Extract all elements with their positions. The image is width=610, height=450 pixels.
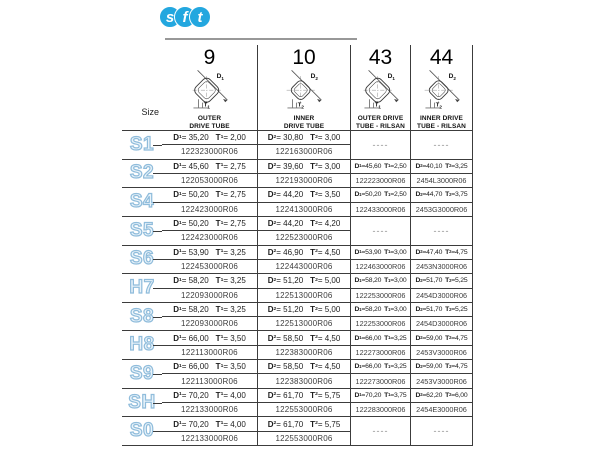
tube-dimensions: D 2 = 44,20 T 2 = 3,50	[258, 188, 350, 202]
spec-cell	[351, 360, 411, 388]
part-number: 2453V3000R06	[416, 376, 467, 386]
spec-cell	[258, 217, 351, 245]
spec-cell	[258, 246, 351, 274]
size-cell	[122, 188, 162, 216]
thickness-dim-label: $T_2$	[435, 102, 442, 110]
spec-cell	[351, 160, 411, 188]
part-number: 2453N3000R06	[415, 262, 468, 272]
tube-dimensions: D 2 =59,00 T 2 =4,75	[411, 331, 472, 345]
no-value-dashes: ----	[372, 225, 389, 236]
part-number: 2453V3000R06	[416, 347, 467, 357]
column-caption: INNER DRIVE TUBE	[283, 115, 325, 130]
diameter-dim-label: $D_1$	[216, 72, 224, 81]
size-label: S5	[129, 219, 155, 241]
size-cell	[122, 131, 162, 159]
column-number: 43	[368, 46, 393, 69]
spec-cell	[411, 131, 473, 159]
part-number: 122453000R06	[180, 262, 239, 272]
size-cell	[122, 217, 162, 245]
column-header-outer-drive-tube-rilsan	[351, 45, 411, 133]
size-cell	[122, 274, 162, 302]
table-row	[122, 246, 473, 275]
spec-cell	[411, 303, 473, 331]
part-number: 122413000R06	[275, 204, 333, 214]
tube-dimensions: D 2 =51,70 T 2 =5,25	[411, 274, 472, 288]
size-cell	[122, 417, 162, 445]
size-cell	[122, 389, 162, 417]
spec-cell	[351, 131, 411, 159]
tube-dimensions: D 1 =66,00 T 1 =3,25	[351, 331, 410, 345]
tube-dimensions: D 1 = 66,00 T 1 = 3,50	[162, 331, 257, 345]
size-cell	[122, 360, 162, 388]
tube-cross-section-diagram	[281, 67, 327, 115]
tube-dimensions: D 1 =58,20 T 1 =3,00	[351, 274, 410, 288]
logo-letter: f	[182, 9, 188, 26]
spec-cell	[351, 417, 411, 445]
table-row	[122, 389, 473, 418]
spec-cell	[258, 417, 351, 445]
row-mid-line-stub	[153, 288, 162, 289]
tube-dimensions: D 2 =62,20 T 2 =6,00	[411, 389, 472, 403]
part-number: 122513000R06	[275, 319, 333, 329]
tube-dimensions: D 2 =40,10 T 2 =3,25	[411, 160, 472, 174]
part-number: 122553000R06	[275, 405, 333, 415]
tube-dimensions: D 2 = 51,20 T 2 = 5,00	[258, 274, 350, 288]
part-number: 122283000R06	[355, 405, 406, 415]
tube-dimensions: D 1 = 70,20 T 1 = 4,00	[162, 389, 257, 403]
part-number: 2454D3000R06	[415, 319, 468, 329]
spec-cell	[351, 188, 411, 216]
tube-dimensions: D 1 = 58,20 T 1 = 3,25	[162, 274, 257, 288]
row-mid-line-stub	[153, 403, 162, 404]
size-cell	[122, 303, 162, 331]
size-label: S1	[129, 133, 155, 155]
spec-cell	[411, 188, 473, 216]
spec-cell	[258, 389, 351, 417]
table-row	[122, 217, 473, 246]
diameter-dim-label: $D_1$	[387, 72, 395, 81]
row-mid-line-stub	[153, 202, 162, 203]
size-cell	[122, 160, 162, 188]
spec-cell	[258, 360, 351, 388]
part-number: 122113000R06	[181, 347, 238, 357]
row-mid-line-stub	[153, 259, 162, 260]
header-divider-line	[165, 38, 357, 40]
size-label: SH	[128, 391, 156, 413]
no-value-dashes: ----	[433, 139, 450, 150]
row-mid-line-stub	[153, 231, 162, 232]
spec-cell	[411, 246, 473, 274]
tube-dimensions: D 2 = 61,70 T 2 = 5,75	[258, 389, 350, 403]
part-number: 122053000R06	[180, 176, 239, 186]
spec-cell	[162, 131, 258, 159]
table-row	[122, 160, 473, 189]
size-label: S2	[129, 162, 155, 184]
sft-logo	[158, 5, 214, 29]
row-mid-line-stub	[153, 374, 162, 375]
spec-cell	[411, 389, 473, 417]
part-number: 122253000R06	[355, 319, 406, 329]
diameter-dim-label: $D_2$	[310, 72, 318, 81]
spec-cell	[411, 417, 473, 445]
tube-dimensions: D 2 =51,70 T 2 =5,25	[411, 303, 472, 317]
table-header-row	[122, 45, 473, 131]
tube-dimensions: D 2 =59,00 T 2 =4,75	[411, 360, 472, 374]
tube-dimensions: D 1 = 35,20 T 1 = 2,00	[162, 131, 257, 145]
row-mid-line-stub	[153, 431, 162, 432]
row-mid-line-stub	[153, 145, 162, 146]
thickness-dim-label: $T_1$	[203, 102, 210, 110]
part-number: 122383000R06	[275, 376, 333, 386]
tube-dimensions: D 1 =58,20 T 1 =3,00	[351, 303, 410, 317]
spec-cell	[411, 160, 473, 188]
column-header-inner-drive-tube	[258, 45, 351, 133]
table-row	[122, 331, 473, 360]
row-mid-line-stub	[153, 317, 162, 318]
spec-cell	[162, 303, 258, 331]
spec-cell	[351, 217, 411, 245]
spec-cell	[258, 160, 351, 188]
table-row	[122, 303, 473, 332]
part-number: 122433000R06	[355, 204, 406, 214]
part-number: 122163000R06	[275, 147, 333, 157]
tube-dimensions: D 2 = 58,50 T 2 = 4,50	[258, 331, 350, 345]
part-number: 122113000R06	[181, 376, 238, 386]
table-row	[122, 417, 473, 446]
spec-cell	[162, 217, 258, 245]
tube-dimensions: D 1 = 70,20 T 1 = 4,00	[162, 417, 257, 431]
tube-dimensions: D 1 =70,20 T 1 =3,75	[351, 389, 410, 403]
spec-cell	[411, 217, 473, 245]
size-label: S9	[129, 362, 155, 384]
table-body	[122, 131, 473, 446]
part-number: 122273000R06	[355, 347, 406, 357]
row-mid-line-stub	[153, 345, 162, 346]
table-row	[122, 131, 473, 160]
tube-dimensions: D 2 = 51,20 T 2 = 5,00	[258, 303, 350, 317]
tube-dimensions: D 2 = 46,90 T 2 = 4,50	[258, 246, 350, 260]
part-number: 122463000R06	[355, 262, 406, 272]
no-value-dashes: ----	[372, 139, 389, 150]
spec-cell	[162, 389, 258, 417]
part-number: 122513000R06	[275, 290, 333, 300]
no-value-dashes: ----	[433, 426, 450, 437]
part-number: 122223000R06	[355, 176, 406, 186]
size-label: H7	[129, 277, 155, 299]
spec-cell	[351, 274, 411, 302]
part-number: 122323000R06	[180, 147, 239, 157]
part-number: 122193000R06	[275, 176, 333, 186]
column-number: 9	[203, 46, 216, 69]
tube-dimensions: D 1 = 58,20 T 1 = 3,25	[162, 303, 257, 317]
spec-cell	[351, 303, 411, 331]
tube-dimensions: D 1 =50,20 T 1 =2,50	[351, 188, 410, 202]
tube-dimensions: D 2 = 61,70 T 2 = 5,75	[258, 417, 350, 431]
tube-dimensions: D 2 = 44,20 T 2 = 4,20	[258, 217, 350, 231]
spec-cell	[351, 389, 411, 417]
tube-dimensions: D 1 = 50,20 T 1 = 2,75	[162, 217, 257, 231]
column-number: 44	[429, 46, 454, 69]
diameter-dim-label: $D_2$	[448, 72, 456, 81]
part-number: 122093000R06	[180, 290, 239, 300]
spec-cell	[162, 360, 258, 388]
tube-cross-section-diagram	[358, 67, 404, 115]
no-value-dashes: ----	[372, 426, 389, 437]
part-number: 122383000R06	[275, 347, 333, 357]
column-header-inner-drive-tube-rilsan	[411, 45, 473, 133]
part-number: 122553000R06	[275, 433, 333, 443]
part-number: 2454D3000R06	[415, 290, 468, 300]
spec-cell	[258, 188, 351, 216]
size-label: S6	[129, 248, 155, 270]
spec-cell	[351, 331, 411, 359]
drive-tube-spec-table	[122, 45, 473, 446]
tube-dimensions: D 1 =45,60 T 1 =2,50	[351, 160, 410, 174]
tube-dimensions: D 2 = 30,80 T 2 = 3,00	[258, 131, 350, 145]
tube-cross-section-diagram	[419, 67, 465, 115]
column-caption: OUTER DRIVE TUBE - RILSAN	[356, 115, 405, 130]
part-number: 122423000R06	[180, 204, 239, 214]
tube-dimensions: D 1 = 66,00 T 1 = 3,50	[162, 360, 257, 374]
part-number: 122253000R06	[355, 290, 406, 300]
spec-cell	[411, 360, 473, 388]
spec-cell	[258, 274, 351, 302]
size-column-label: Size	[141, 107, 159, 117]
part-number: 122423000R06	[180, 233, 239, 243]
spec-cell	[162, 246, 258, 274]
tube-dimensions: D 1 =66,00 T 1 =3,25	[351, 360, 410, 374]
column-caption: OUTER DRIVE TUBE	[189, 115, 230, 130]
tube-dimensions: D 1 = 50,20 T 1 = 2,75	[162, 188, 257, 202]
tube-cross-section-diagram	[187, 67, 233, 115]
part-number: 2454L3000R06	[416, 176, 467, 186]
tube-dimensions: D 2 =47,40 T 2 =4,75	[411, 246, 472, 260]
tube-dimensions: D 1 = 53,90 T 1 = 3,25	[162, 246, 257, 260]
part-number: 122523000R06	[275, 233, 333, 243]
spec-cell	[162, 417, 258, 445]
size-label: S4	[129, 191, 155, 213]
part-number: 2453G3000R06	[415, 204, 468, 214]
size-cell	[122, 331, 162, 359]
spec-cell	[351, 246, 411, 274]
table-row	[122, 360, 473, 389]
tube-dimensions: D 2 = 58,50 T 2 = 4,50	[258, 360, 350, 374]
thickness-dim-label: $T_1$	[374, 102, 381, 110]
spec-cell	[162, 160, 258, 188]
spec-cell	[162, 188, 258, 216]
logo-letter: t	[197, 9, 203, 26]
part-number: 122133000R06	[180, 433, 239, 443]
tube-dimensions: D 1 =53,90 T 1 =3,00	[351, 246, 410, 260]
spec-cell	[162, 274, 258, 302]
part-number: 122093000R06	[180, 319, 239, 329]
size-label: H8	[129, 334, 155, 356]
column-caption: INNER DRIVE TUBE - RILSAN	[417, 115, 466, 130]
table-row	[122, 188, 473, 217]
size-label: S0	[129, 420, 155, 442]
size-column-header	[122, 45, 162, 133]
column-header-outer-drive-tube	[162, 45, 258, 133]
row-mid-line-stub	[153, 173, 162, 174]
tube-dimensions: D 2 = 39,60 T 2 = 3,00	[258, 160, 350, 174]
spec-cell	[411, 274, 473, 302]
size-cell	[122, 246, 162, 274]
spec-cell	[258, 303, 351, 331]
logo-letter: s	[165, 9, 175, 26]
spec-cell	[258, 331, 351, 359]
spec-cell	[162, 331, 258, 359]
no-value-dashes: ----	[433, 225, 450, 236]
table-row	[122, 274, 473, 303]
size-label: S8	[129, 305, 155, 327]
part-number: 122443000R06	[275, 262, 333, 272]
part-number: 122273000R06	[355, 376, 406, 386]
part-number: 2454E3000R06	[416, 405, 467, 415]
thickness-dim-label: $T_2$	[297, 102, 304, 110]
tube-dimensions: D 1 = 45,60 T 1 = 2,75	[162, 160, 257, 174]
tube-dimensions: D 2 =44,70 T 2 =3,75	[411, 188, 472, 202]
spec-cell	[258, 131, 351, 159]
spec-cell	[411, 331, 473, 359]
column-number: 10	[292, 46, 316, 69]
part-number: 122133000R06	[180, 405, 239, 415]
